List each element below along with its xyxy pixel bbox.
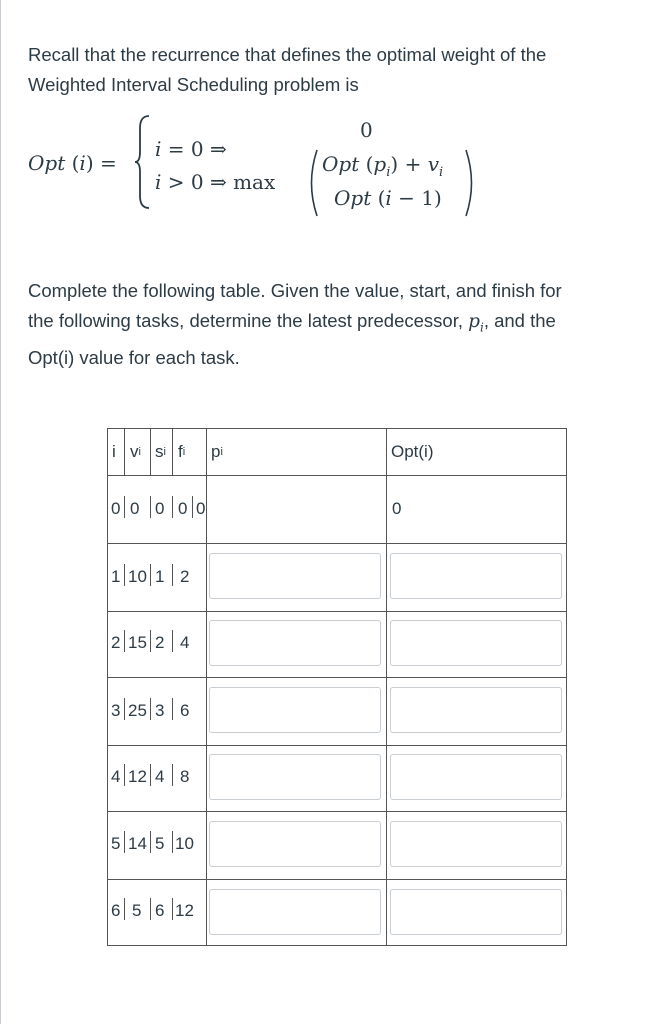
row-4-f: 8 [180, 767, 190, 786]
row-3-i: 3 [111, 701, 121, 720]
header-f: f i [178, 442, 186, 461]
right-paren [463, 148, 479, 218]
row-3-s: 3 [155, 701, 165, 720]
row-0-i: 0 [111, 499, 121, 518]
instructions-line-3: Opt(i) value for each task. [28, 346, 240, 368]
intro-text [28, 40, 628, 100]
row-0-f: 0 [178, 499, 188, 518]
row-1-v: 10 [128, 567, 147, 586]
header-i: i [112, 442, 116, 461]
first-case-value: 0 [360, 118, 373, 142]
row-1-i: 1 [111, 567, 121, 586]
row-0-v: 0 [130, 499, 140, 518]
formula-lhs: Opt (i) = [28, 151, 117, 175]
instructions-line-2b: , and the [483, 310, 556, 331]
row-6-v: 5 [132, 901, 142, 920]
row-2-i: 2 [111, 633, 121, 652]
intro-line-2: Weighted Interval Scheduling problem is [28, 74, 359, 95]
row-0-opt: 0 [392, 499, 402, 518]
left-brace [133, 114, 153, 210]
opt-pi-plus-vi: Opt $(p_i) + v_i$ [322, 152, 444, 180]
row-2-p-input[interactable] [209, 620, 381, 666]
row-5-i: 5 [111, 834, 121, 853]
intro-line-1: Recall that the recurrence that defines the optimal weight of the [28, 44, 547, 65]
row-6-p-input[interactable] [209, 889, 381, 935]
row-2-v: 15 [128, 633, 147, 652]
instructions-line-1: Complete the following table. Given the value, start, and finish for [28, 280, 562, 301]
row-4-i: 4 [111, 767, 121, 786]
col-sep-p [206, 429, 207, 945]
row-5-p-input[interactable] [209, 821, 381, 867]
row-4-opt-input[interactable] [390, 754, 562, 800]
col-sep-opt [386, 429, 387, 945]
row-5-v: 14 [128, 834, 147, 853]
case-zero: i = 0 ⇒ [155, 137, 227, 161]
left-paren [304, 148, 320, 218]
task-table [107, 428, 567, 946]
pi-symbol: $p_i$ [468, 311, 484, 335]
header-p: p i [211, 442, 223, 461]
row-3-opt-input[interactable] [390, 687, 562, 733]
row-6-f: 12 [175, 901, 194, 920]
case-positive: i > 0 ⇒ max [155, 170, 276, 194]
row-3-f: 6 [180, 701, 190, 720]
row-1-s: 1 [155, 567, 165, 586]
row-2-opt-input[interactable] [390, 620, 562, 666]
row-5-opt-input[interactable] [390, 821, 562, 867]
row-3-p-input[interactable] [209, 687, 381, 733]
row-6-i: 6 [111, 901, 121, 920]
row-6-opt-input[interactable] [390, 889, 562, 935]
row-1-f: 2 [180, 567, 190, 586]
instructions-line-2a: the following tasks, determine the latest predecessor, [28, 310, 469, 331]
row-1-opt-input[interactable] [390, 553, 562, 599]
left-border [0, 0, 1, 1024]
header-opt: Opt(i) [391, 442, 434, 461]
row-2-f: 4 [180, 633, 190, 652]
row-0-s: 0 [155, 499, 165, 518]
row-5-f: 10 [175, 834, 194, 853]
row-4-s: 4 [155, 767, 165, 786]
header-v: v i [130, 442, 141, 461]
row-2-s: 2 [155, 633, 165, 652]
row-5-s: 5 [155, 834, 165, 853]
header-s: s i [155, 442, 166, 461]
row-0-p: 0 [196, 499, 206, 518]
row-4-v: 12 [128, 767, 147, 786]
row-3-v: 25 [128, 701, 147, 720]
row-4-p-input[interactable] [209, 754, 381, 800]
row-1-p-input[interactable] [209, 553, 381, 599]
opt-i-minus-1: Opt (i − 1) [334, 186, 442, 210]
instructions-text [28, 276, 628, 373]
row-6-s: 6 [155, 901, 165, 920]
